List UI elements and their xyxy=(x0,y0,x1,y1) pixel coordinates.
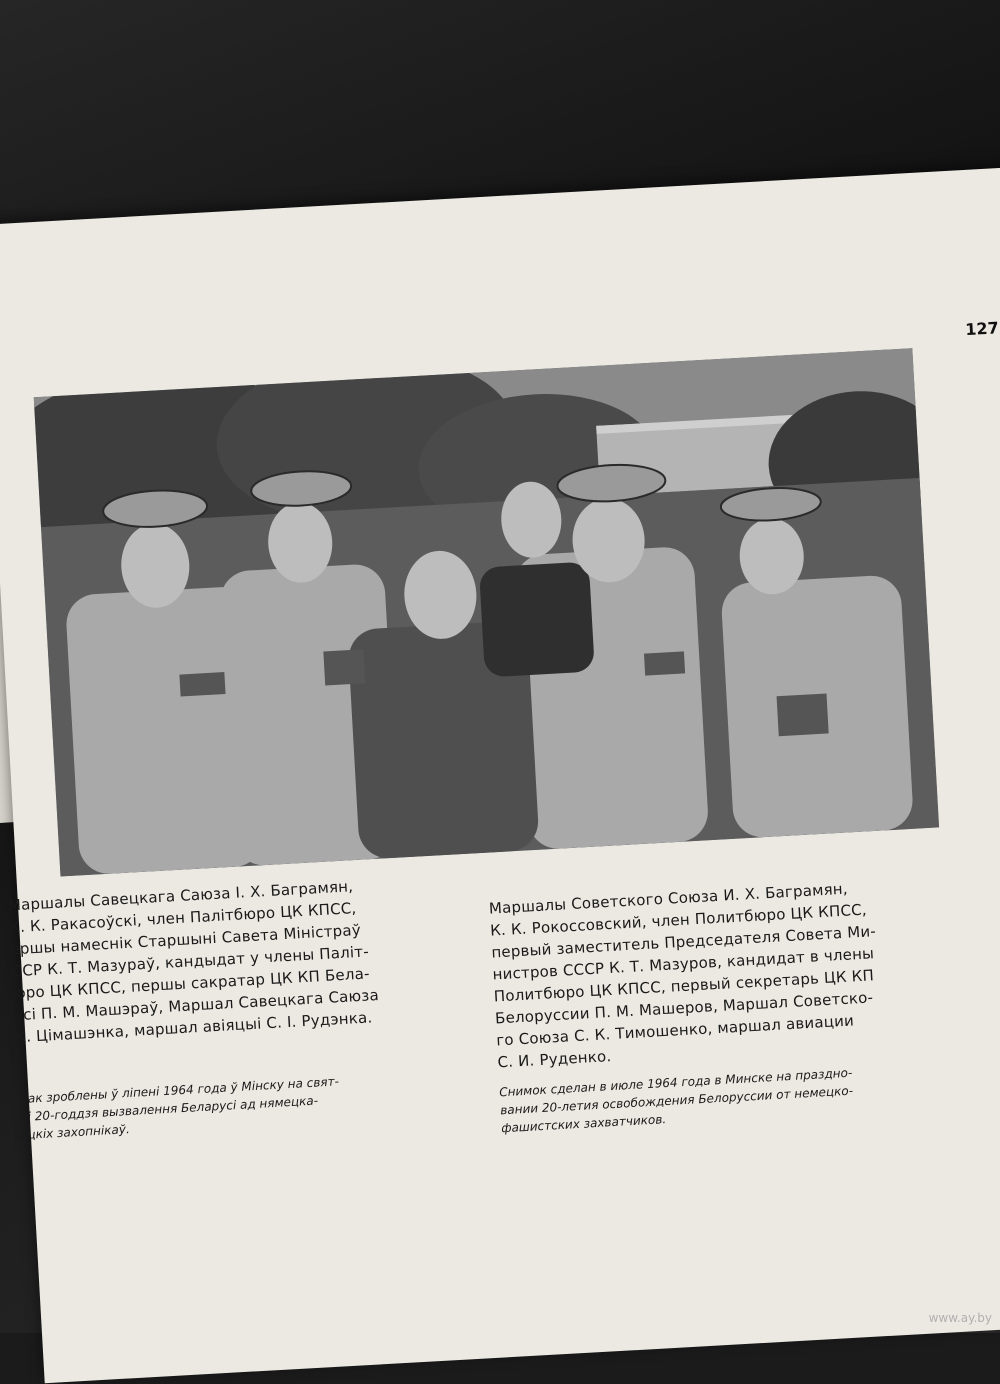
watermark: www.ay.by xyxy=(928,1311,992,1325)
note-belarusian: мак зроблены ў ліпені 1964 года ў Мінску на свят- ні 20-годдзя вызвалення Беларусі ад нямецка- сцкіх захопнікаў. xyxy=(18,1074,340,1143)
book-page xyxy=(0,165,1000,1383)
page-number: 127 xyxy=(964,318,1000,340)
group-photo xyxy=(34,348,939,876)
note-russian: Снимок сделан в июле 1964 года в Минске на праздно- вании 20-летия освобождения Белоруссии от немецко- фашистских захватчиков. xyxy=(498,1065,854,1136)
caption-belarusian: Маршалы Савецкага Саюза І. Х. Баграмян, К. К. Ракасоўскі, член Палітбюро ЦК КПСС, ершы намеснік Старшыні Савета Міністраў ССР К. Т. Мазураў, кандыдат у члены Паліт- юро ЦК КПСС, першы сакратар ЦК КП Бела- усі П. М. Машэраў, Маршал Савецкага Саюза К. Цімашэнка, маршал авіяцыі С. І. Рудэнка. xyxy=(7,877,380,1047)
caption-russian: Маршалы Советского Союза И. Х. Баграмян, К. К. Рокоссовский, член Политбюро ЦК КПСС, первый заместитель Председателя Совета Ми- нистров СССР К. Т. Мазуров, кандидат в члены Политбюро ЦК КПСС, первый секретарь ЦК КП Белоруссии П. М. Машеров, Маршал Советско- го Союза С. К. Тимошенко, маршал авиации С. И. Руденко. xyxy=(488,879,877,1072)
